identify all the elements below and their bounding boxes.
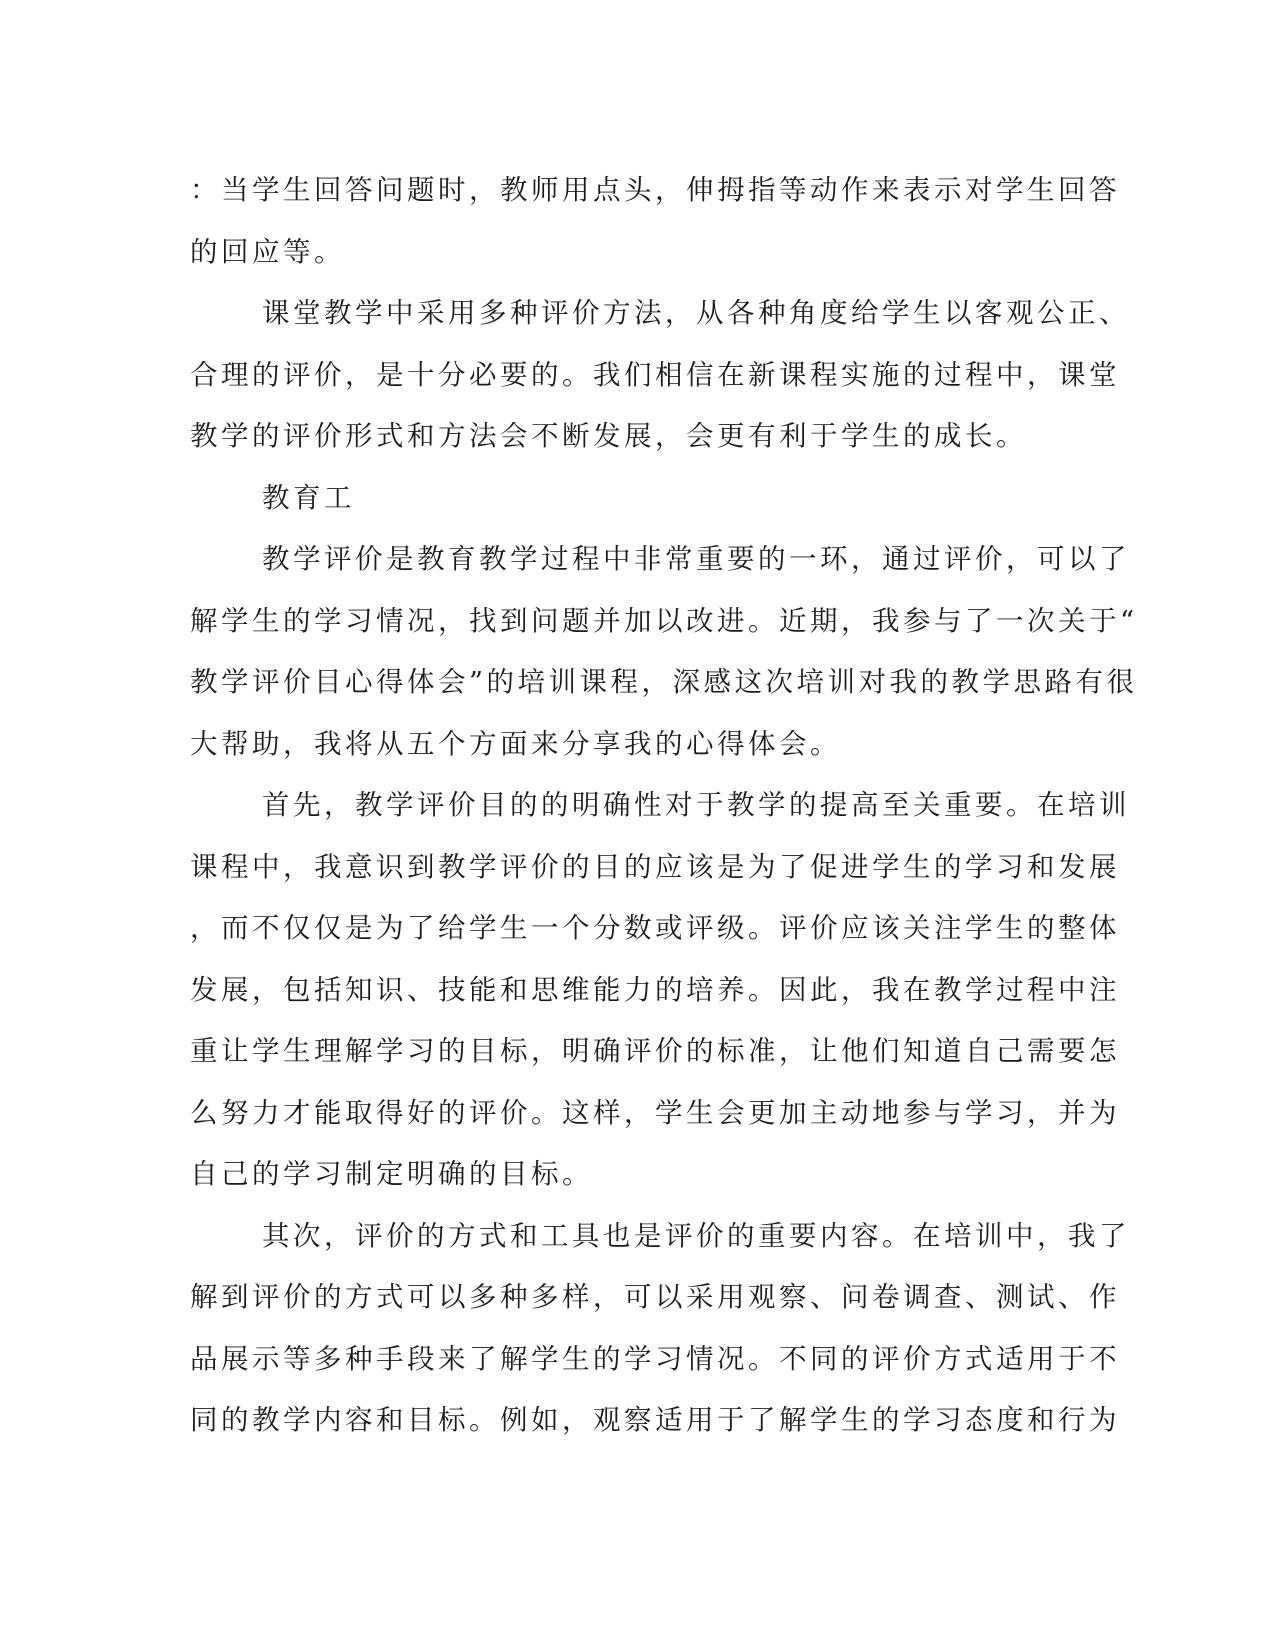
body-text — [190, 160, 1138, 1452]
paragraph-start-line: 教学评价是教育教学过程中非常重要的一环，通过评价，可以了 — [262, 543, 1130, 575]
text-line: 同的教学内容和目标。例如，观察适用于了解学生的学习态度和行为 — [190, 1404, 1120, 1436]
text-line: 解学生的学习情况，找到问题并加以改进。近期，我参与了一次关于“ — [190, 604, 1138, 637]
section-heading: 教育工 — [262, 481, 355, 514]
text-line: 重让学生理解学习的目标，明确评价的标准，让他们知道自己需要怎 — [190, 1035, 1120, 1067]
text-line: 合理的评价，是十分必要的。我们相信在新课程实施的过程中，课堂 — [190, 358, 1120, 391]
text-line: ，而不仅仅是为了给学生一个分数或评级。评价应该关注学生的整体 — [190, 912, 1120, 944]
text-line: 课程中，我意识到教学评价的目的应该是为了促进学生的学习和发展 — [190, 850, 1120, 883]
paragraph-start-line: 其次，评价的方式和工具也是评价的重要内容。在培训中，我了 — [262, 1219, 1130, 1252]
text-line: 自己的学习制定明确的目标。 — [190, 1158, 593, 1190]
text-line: 教学的评价形式和方法会不断发展，会更有利于学生的成长。 — [190, 420, 1027, 452]
text-line: 的回应等。 — [190, 235, 345, 268]
paragraph-start-line: 课堂教学中采用多种评价方法，从各种角度给学生以客观公正、 — [262, 297, 1130, 329]
text-line: 大帮助，我将从五个方面来分享我的心得体会。 — [190, 727, 841, 760]
text-line: ：当学生回答问题时，教师用点头，伸拇指等动作来表示对学生回答 — [190, 174, 1120, 206]
text-line: 教学评价目心得体会”的培训课程，深感这次培训对我的教学思路有很 — [190, 666, 1138, 698]
text-line: 解到评价的方式可以多种多样，可以采用观察、问卷调查、测试、作 — [190, 1281, 1120, 1313]
text-line: 品展示等多种手段来了解学生的学习情况。不同的评价方式适用于不 — [190, 1342, 1120, 1375]
text-line: 发展，包括知识、技能和思维能力的培养。因此，我在教学过程中注 — [190, 973, 1120, 1006]
paragraph-start-line: 首先，教学评价目的的明确性对于教学的提高至关重要。在培训 — [262, 789, 1130, 821]
text-line: 么努力才能取得好的评价。这样，学生会更加主动地参与学习，并为 — [190, 1096, 1120, 1129]
